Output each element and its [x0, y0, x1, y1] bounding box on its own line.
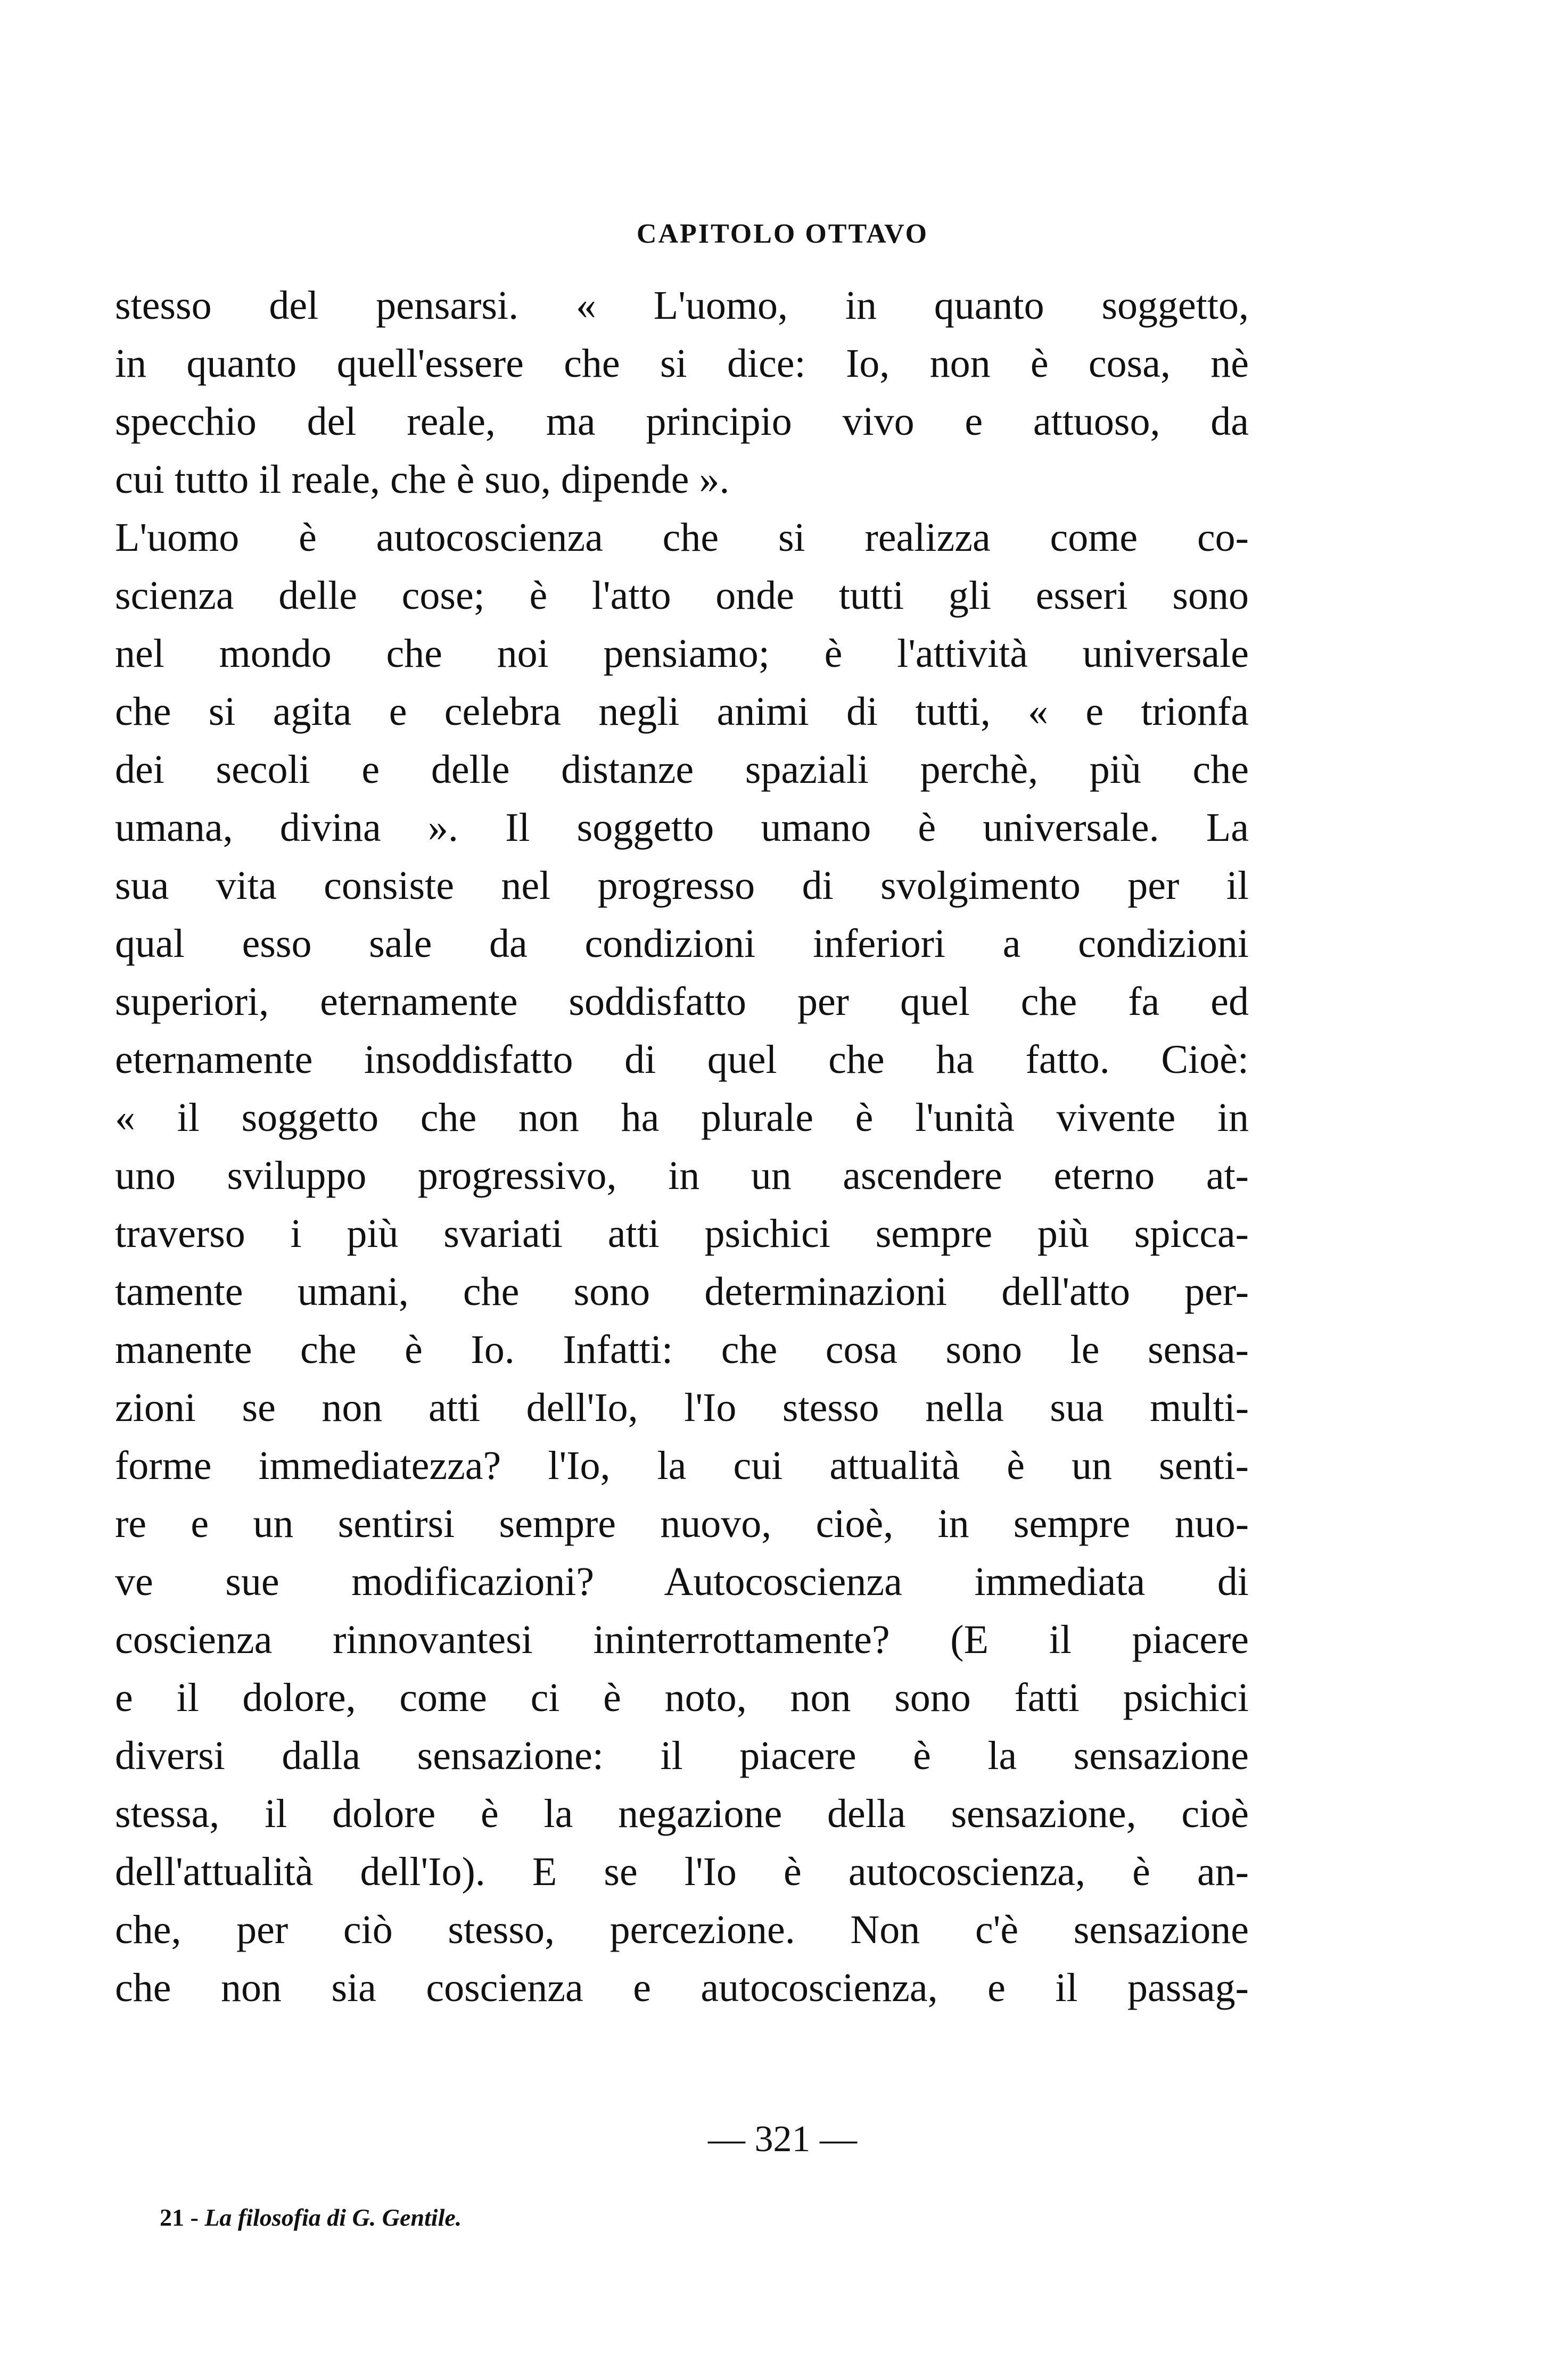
signature-number: 21 — [160, 2204, 184, 2231]
text-line: traverso i più svariati atti psichici sempre più spicca- — [115, 1211, 1249, 1256]
text-line: ve sue modificazioni? Autocoscienza immediata di — [115, 1559, 1249, 1604]
signature-footer — [160, 2203, 462, 2232]
text-line: specchio del reale, ma principio vivo e attuoso, da — [115, 399, 1249, 444]
text-line: eternamente insoddisfatto di quel che ha fatto. Cioè: — [115, 1037, 1249, 1082]
text-line: e il dolore, come ci è noto, non sono fatti psichici — [115, 1675, 1249, 1720]
running-head: CAPITOLO OTTAVO — [636, 219, 929, 249]
text-line: dei secoli e delle distanze spaziali perchè, più che — [115, 747, 1249, 792]
text-line: che non sia coscienza e autocoscienza, e il passag- — [115, 1965, 1249, 2010]
text-line: umana, divina ». Il soggetto umano è universale. La — [115, 805, 1249, 850]
text-line: « il soggetto che non ha plurale è l'unità vivente in — [115, 1095, 1249, 1140]
text-line: che, per ciò stesso, percezione. Non c'è sensazione — [115, 1907, 1249, 1952]
text-line: in quanto quell'essere che si dice: Io, non è cosa, nè — [115, 341, 1249, 386]
text-line: superiori, eternamente soddisfatto per quel che fa ed — [115, 979, 1249, 1024]
text-line: qual esso sale da condizioni inferiori a condizioni — [115, 921, 1249, 966]
page-number: — 321 — — [708, 2119, 857, 2160]
text-line: scienza delle cose; è l'atto onde tutti gli esseri sono — [115, 573, 1249, 618]
text-line: forme immediatezza? l'Io, la cui attualità è un senti- — [115, 1443, 1249, 1488]
text-line: che si agita e celebra negli animi di tutti, « e trionfa — [115, 689, 1249, 734]
text-line: stessa, il dolore è la negazione della sensazione, cioè — [115, 1791, 1249, 1836]
text-line: re e un sentirsi sempre nuovo, cioè, in sempre nuo- — [115, 1501, 1249, 1546]
text-line: manente che è Io. Infatti: che cosa sono le sensa- — [115, 1327, 1249, 1372]
text-line: diversi dalla sensazione: il piacere è la sensazione — [115, 1733, 1249, 1778]
text-line: stesso del pensarsi. « L'uomo, in quanto soggetto, — [115, 283, 1249, 328]
text-line: dell'attualità dell'Io). E se l'Io è autocoscienza, è an- — [115, 1849, 1249, 1894]
signature-separator: - — [190, 2204, 199, 2231]
book-title: La filosofia di G. Gentile. — [204, 2204, 462, 2231]
text-line: L'uomo è autocoscienza che si realizza come co- — [115, 515, 1249, 560]
text-line: tamente umani, che sono determinazioni dell'atto per- — [115, 1269, 1249, 1314]
text-line: coscienza rinnovantesi ininterrottamente? (E il piacere — [115, 1617, 1249, 1662]
text-line: uno sviluppo progressivo, in un ascendere eterno at- — [115, 1153, 1249, 1198]
text-line: nel mondo che noi pensiamo; è l'attività universale — [115, 631, 1249, 676]
text-line: sua vita consiste nel progresso di svolgimento per il — [115, 863, 1249, 908]
body-text — [115, 277, 1249, 2017]
text-line: cui tutto il reale, che è suo, dipende ». — [115, 457, 730, 502]
text-line: zioni se non atti dell'Io, l'Io stesso nella sua multi- — [115, 1385, 1249, 1430]
